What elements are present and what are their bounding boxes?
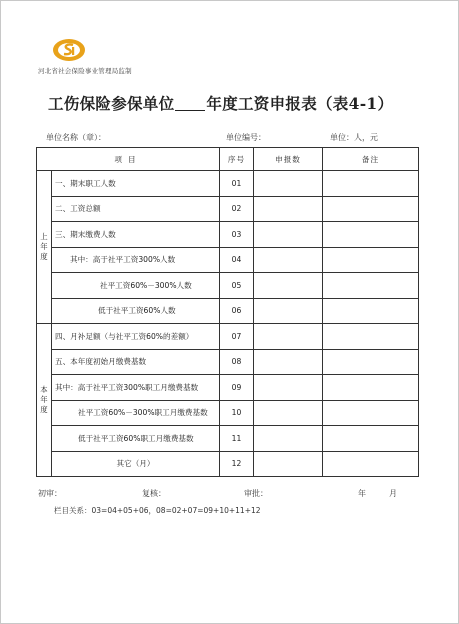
table-row <box>37 349 419 375</box>
remarks-cell[interactable] <box>323 375 419 401</box>
row-label: 二、工资总额 <box>52 196 220 222</box>
column-header-seq: 序号 <box>220 148 254 171</box>
row-label: 其它（月） <box>52 451 220 477</box>
table-row <box>37 196 419 222</box>
reported-cell[interactable] <box>254 451 323 477</box>
remarks-cell[interactable] <box>323 349 419 375</box>
reported-cell[interactable] <box>254 222 323 248</box>
row-seq: 03 <box>220 222 254 248</box>
group-label-last-year: 上 年 度 <box>37 171 52 324</box>
form-title <box>48 92 448 114</box>
remarks-cell[interactable] <box>323 324 419 350</box>
table-row <box>37 222 419 248</box>
remarks-cell[interactable] <box>323 298 419 324</box>
table-row <box>37 273 419 299</box>
reported-cell[interactable] <box>254 298 323 324</box>
table-header-row <box>37 148 419 171</box>
row-seq: 05 <box>220 273 254 299</box>
remarks-cell[interactable] <box>323 222 419 248</box>
remarks-cell[interactable] <box>323 400 419 426</box>
row-seq: 02 <box>220 196 254 222</box>
unit-of-measure: 单位：人，元 <box>330 133 378 142</box>
row-seq: 10 <box>220 400 254 426</box>
reported-cell[interactable] <box>254 247 323 273</box>
first-review-label: 初审： <box>38 489 62 498</box>
row-label: 低于社平工资60%职工月缴费基数 <box>52 426 220 452</box>
approval-label: 审批： <box>244 489 268 498</box>
unit-code-label: 单位编号： <box>226 133 266 142</box>
reported-cell[interactable] <box>254 324 323 350</box>
row-seq: 07 <box>220 324 254 350</box>
row-seq: 01 <box>220 171 254 197</box>
second-review-label: 复核： <box>142 489 166 498</box>
row-label: 其中：高于社平工资300%人数 <box>52 247 220 273</box>
month-label: 月 <box>389 489 397 498</box>
remarks-cell[interactable] <box>323 196 419 222</box>
title-suffix: 年度工资申报表（表4-1） <box>206 94 394 113</box>
row-seq: 11 <box>220 426 254 452</box>
wage-report-table <box>36 147 419 477</box>
column-header-reported: 申报数 <box>254 148 323 171</box>
year-blank-field[interactable] <box>175 100 205 111</box>
column-relationship-note: 栏目关系：03=04+05+06，08=02+07=09+10+11+12 <box>54 506 261 515</box>
reported-cell[interactable] <box>254 196 323 222</box>
row-label: 五、本年度初始月缴费基数 <box>52 349 220 375</box>
reported-cell[interactable] <box>254 400 323 426</box>
remarks-cell[interactable] <box>323 171 419 197</box>
row-label: 其中：高于社平工资300%职工月缴费基数 <box>52 375 220 401</box>
remarks-cell[interactable] <box>323 426 419 452</box>
table-row <box>37 324 419 350</box>
row-seq: 09 <box>220 375 254 401</box>
organization-caption: 河北省社会保险事业管理局监制 <box>38 67 132 75</box>
reported-cell[interactable] <box>254 273 323 299</box>
row-label: 社平工资60%－300%职工月缴费基数 <box>52 400 220 426</box>
remarks-cell[interactable] <box>323 273 419 299</box>
row-label: 一、期末职工人数 <box>52 171 220 197</box>
row-seq: 04 <box>220 247 254 273</box>
row-seq: 12 <box>220 451 254 477</box>
reported-cell[interactable] <box>254 375 323 401</box>
table-row <box>37 451 419 477</box>
reported-cell[interactable] <box>254 171 323 197</box>
reported-cell[interactable] <box>254 349 323 375</box>
table-row <box>37 400 419 426</box>
column-header-remarks: 备注 <box>323 148 419 171</box>
row-label: 三、期末缴费人数 <box>52 222 220 248</box>
title-prefix: 工伤保险参保单位 <box>48 94 175 113</box>
provincial-social-security-logo-icon <box>52 38 86 62</box>
remarks-cell[interactable] <box>323 247 419 273</box>
group-label-this-year: 本 年 度 <box>37 324 52 477</box>
year-label: 年 <box>358 489 366 498</box>
row-label: 四、月补足额（与社平工资60%的差额） <box>52 324 220 350</box>
unit-name-label: 单位名称（章）： <box>46 133 106 142</box>
reported-cell[interactable] <box>254 426 323 452</box>
table-row <box>37 298 419 324</box>
remarks-cell[interactable] <box>323 451 419 477</box>
column-header-item: 项目 <box>37 148 220 171</box>
row-label: 社平工资60%－300%人数 <box>52 273 220 299</box>
row-label: 低于社平工资60%人数 <box>52 298 220 324</box>
row-seq: 08 <box>220 349 254 375</box>
table-row <box>37 426 419 452</box>
table-row <box>37 375 419 401</box>
row-seq: 06 <box>220 298 254 324</box>
table-row <box>37 171 419 197</box>
table-row <box>37 247 419 273</box>
